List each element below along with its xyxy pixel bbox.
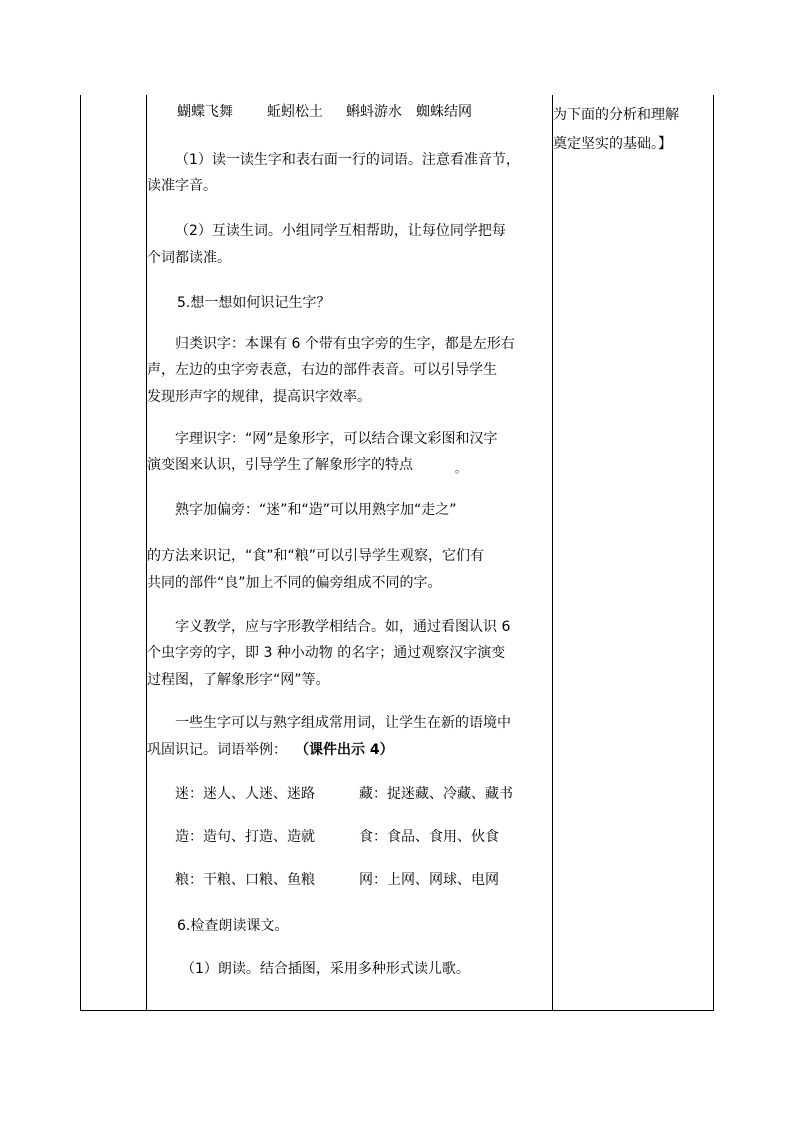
word-2: 蚯蚓松土: [267, 104, 323, 120]
courseware-note: （课件出示 4）: [295, 742, 394, 758]
design-intent-line-2: 奠定坚实的基础。】: [553, 136, 672, 152]
read-aloud-paragraph: （1）朗读。结合插图，采用多种形式读儿歌。: [181, 961, 470, 977]
word-3: 蝌蚪游水: [346, 104, 402, 120]
table-right-border: [713, 95, 714, 1011]
design-intent-line-1: 为下面的分析和理解: [553, 107, 679, 123]
word-1: 蝴蝶飞舞: [177, 104, 233, 120]
example-right-2: 食：食品、食用、伙食: [359, 829, 499, 845]
table-left-border: [80, 95, 81, 1011]
example-left-1: 迷：迷人、人迷、迷路: [175, 786, 315, 802]
table-divider-2: [552, 95, 553, 1011]
example-left-3: 粮：干粮、口粮、鱼粮: [175, 872, 315, 888]
step-5-heading: 5.想一想如何识记生字？: [177, 295, 331, 311]
table-bottom-border: [80, 1010, 714, 1011]
step-6-heading: 6.检查朗读课文。: [177, 918, 289, 934]
document-page: 蝴蝶飞舞 蚯蚓松土 蝌蚪游水 蜘蛛结网 （1）读一读生字和表右面一行的词语。注意看准音节， 读准字音。 （2）互读生词。小组同学互相帮助，让每位同学把每 个词都读准。 5.想一想如何识记生字？ 归类识字：本课有 6 个带有虫字旁的生字，都是左形右 声，左边的虫字旁表意，右边的部件表音。可以引导学生 发现形声字的规律，提高识字效率。 字理识字：“网”是象形字，可以结合课文彩图和汉字 演变图来认识，引导学生了解象形字的特点 。 熟字加偏旁：“迷”和“造”可以用熟字加“走之” 的方法来识记，“食”和“粮”可以引导学生观察，它们有 共同的部件“良”加上不同的偏旁组成不同的字。 字义教学，应与字形教学相结合。如，通过看图认识 6 个虫字旁的字，即 3 种小动物 的名字；通过观察汉字演变 过程图，了解象形字“网”等。 一些生字可以与熟字组成常用词，让学生在新的语境中 巩固识记。词语举例： （课件出示 4） 迷：迷人、人迷、迷路 藏：捉迷藏、冷藏、藏书 造：造句、打造、造就 食：食品、食用、伙食 粮：干粮、口粮、鱼粮 网：上网、网球、电网 6.检查朗读课文。 （1）朗读。结合插图，采用多种形式读儿歌。 为下面的分析和理解 奠定坚实的基础。】: [0, 0, 794, 1123]
example-right-3: 网：上网、网球、电网: [359, 872, 499, 888]
word-4: 蜘蛛结网: [416, 104, 472, 120]
example-left-2: 造：造句、打造、造就: [175, 829, 315, 845]
example-right-1: 藏：捉迷藏、冷藏、藏书: [359, 786, 513, 802]
